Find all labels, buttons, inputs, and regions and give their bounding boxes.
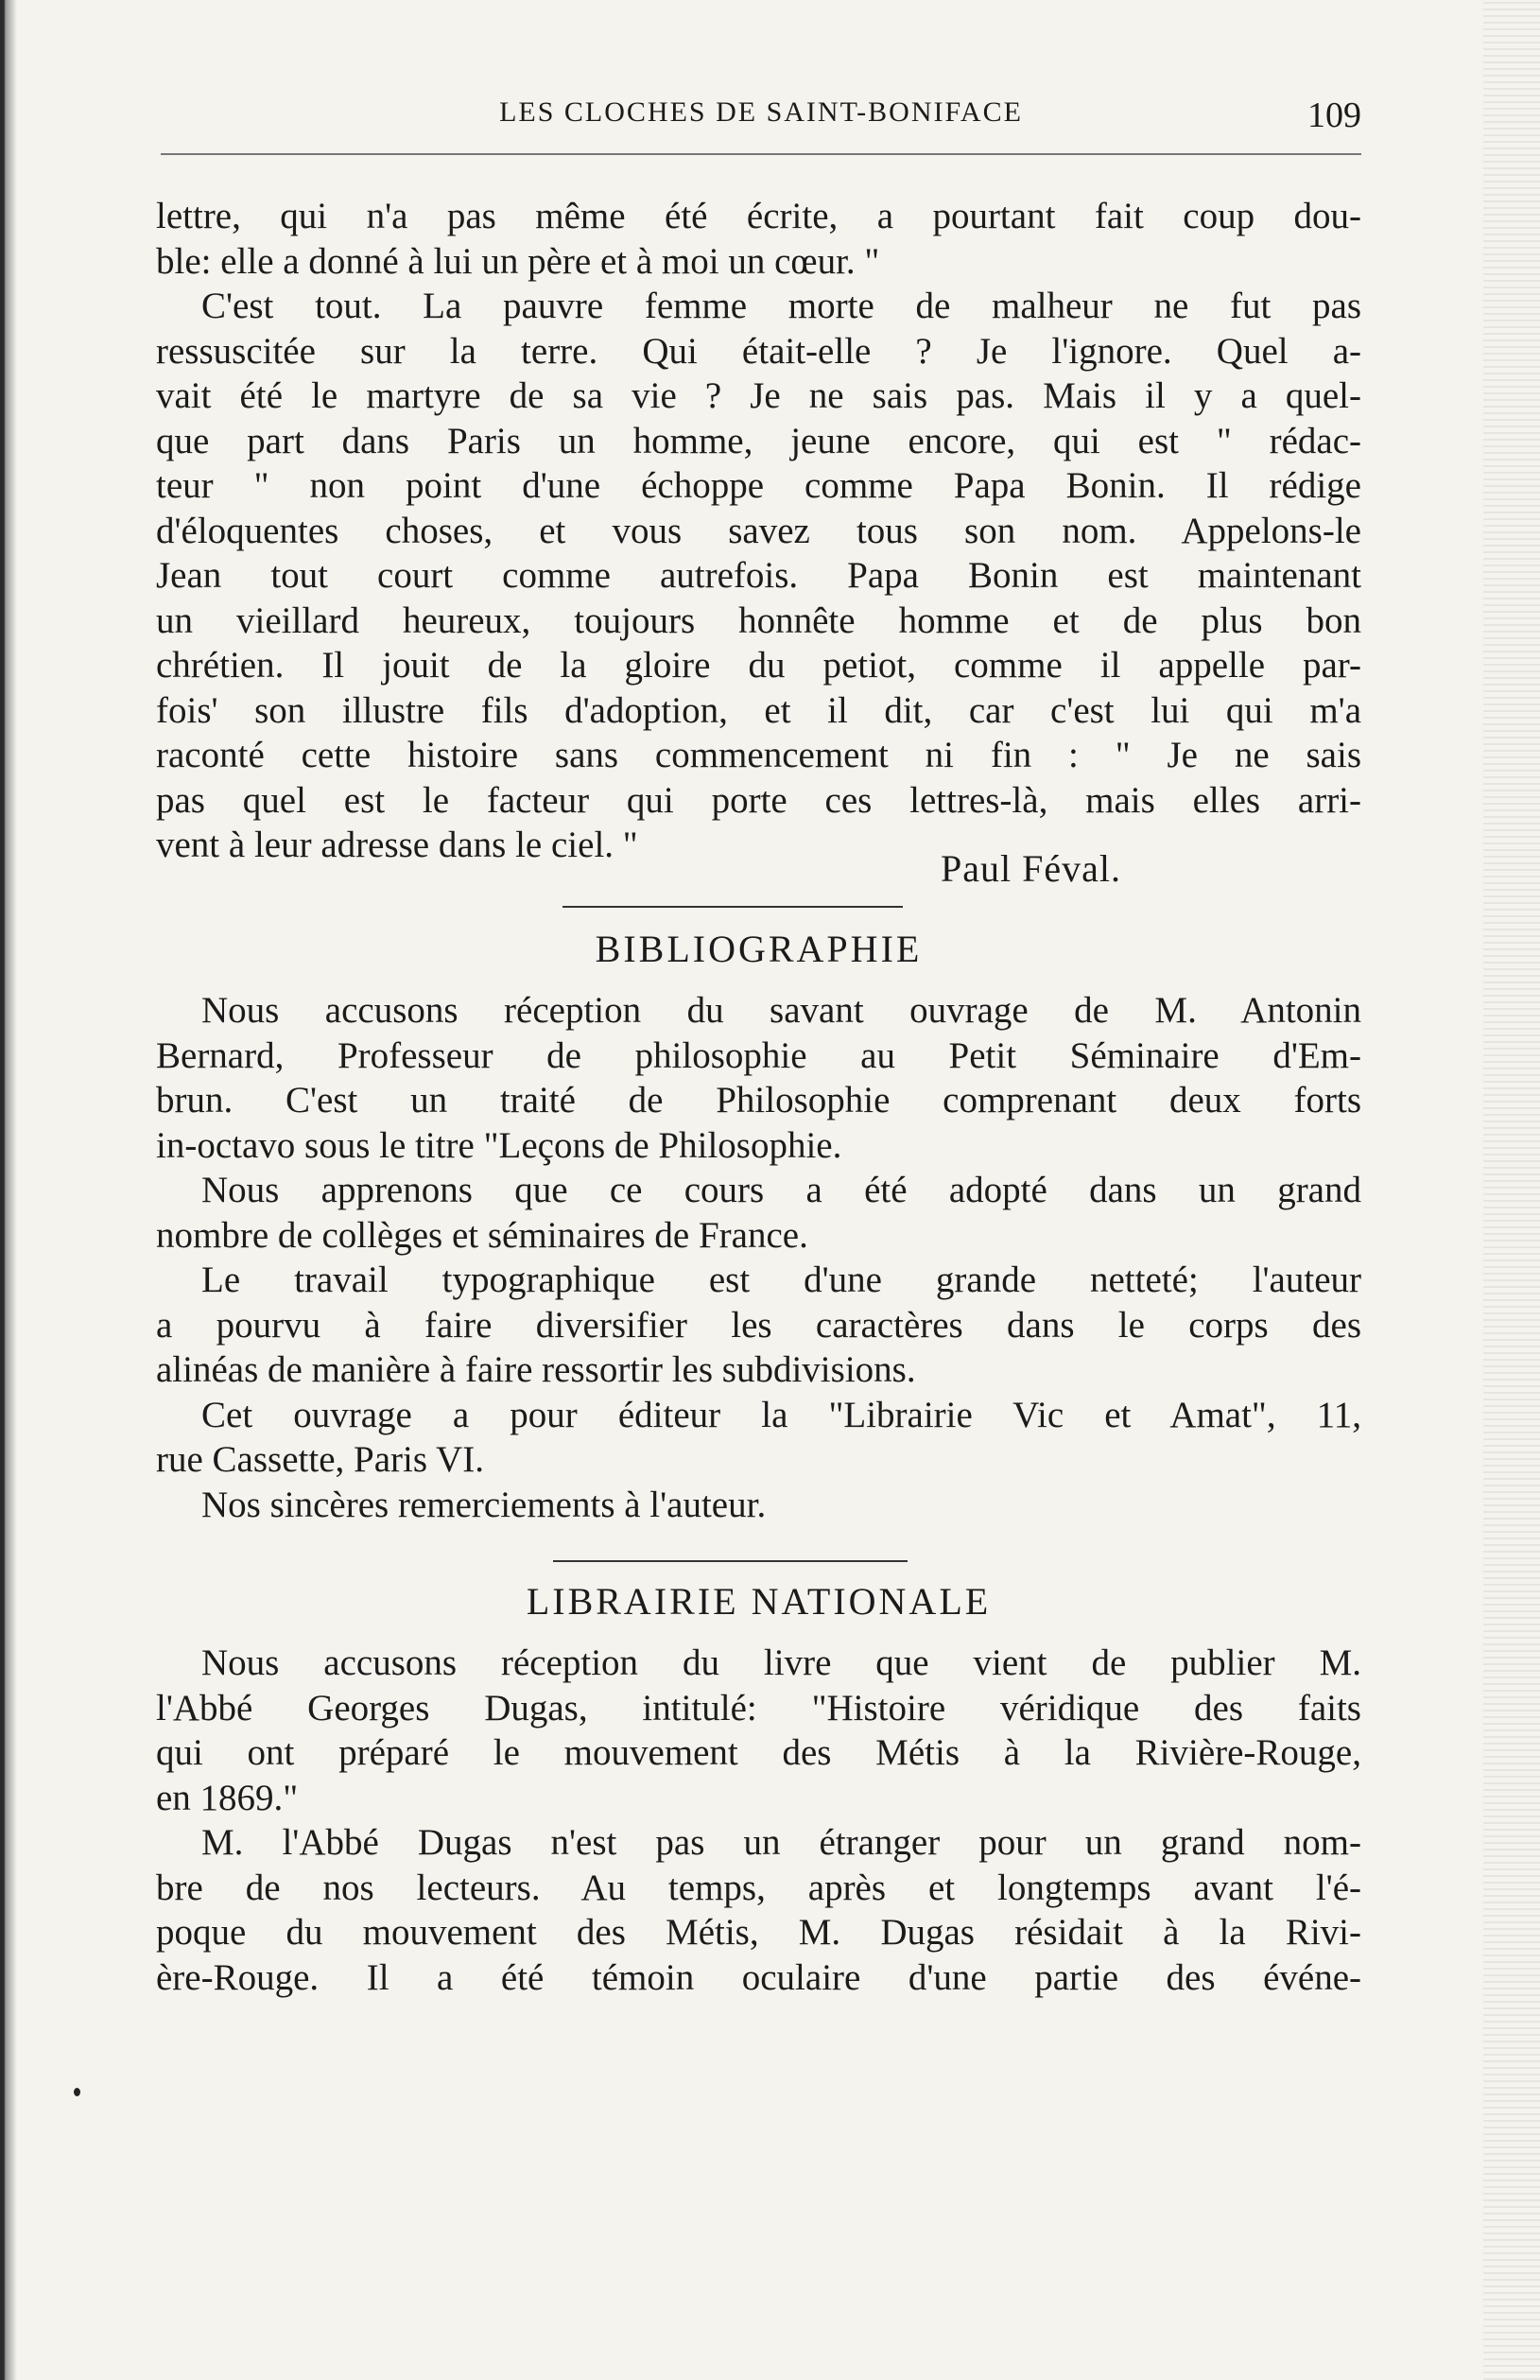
text-line: un vieillard heureux, toujours honnête homme et de plus bon	[156, 599, 1361, 641]
running-title: LES CLOCHES DE SAINT-BONIFACE	[499, 96, 1023, 128]
article-text	[156, 194, 1361, 868]
text-line: l'Abbé Georges Dugas, intitulé: "Histoire véridique des faits	[156, 1687, 1361, 1729]
text-line: Jean tout court comme autrefois. Papa Bonin est maintenant	[156, 555, 1361, 596]
text-line: teur " non point d'une échoppe comme Papa Bonin. Il rédige	[156, 465, 1361, 506]
text-line: a pourvu à faire diversifier les caractères dans le corps des	[156, 1304, 1361, 1346]
section-heading-librairie: LIBRAIRIE NATIONALE	[526, 1580, 992, 1623]
section-heading-bibliographie: BIBLIOGRAPHIE	[595, 928, 923, 970]
text-line: en 1869."	[156, 1777, 299, 1818]
librairie-text	[156, 1641, 1361, 2000]
text-line: C'est tout. La pauvre femme morte de malheur ne fut pas	[201, 286, 1361, 326]
text-line: vait été le martyre de sa vie ? Je ne sais pas. Mais il y a quel-	[156, 375, 1361, 416]
text-line: pas quel est le facteur qui porte ces lettres-là, mais elles arri-	[156, 779, 1361, 821]
page-edge-left	[0, 0, 17, 2380]
text-line: ressuscitée sur la terre. Qui était-elle ? Je l'ignore. Quel a-	[156, 330, 1361, 372]
text-line: fois' son illustre fils d'adoption, et il dit, car c'est lui qui m'a	[156, 689, 1361, 731]
text-line: Cet ouvrage a pour éditeur la "Librairie Vic et Amat", 11,	[201, 1394, 1361, 1435]
page-edge-right	[1483, 0, 1540, 2380]
text-line: Nos sincères remerciements à l'auteur.	[201, 1484, 767, 1525]
text-line: vent à leur adresse dans le ciel. "	[156, 825, 638, 865]
running-head	[161, 95, 1361, 142]
text-line: Nous accusons réception du savant ouvrage de M. Antonin	[201, 990, 1361, 1031]
text-line: rue Cassette, Paris VI.	[156, 1439, 484, 1480]
header-rule	[161, 153, 1361, 155]
ink-speck	[74, 2088, 80, 2096]
text-line: nombre de collèges et séminaires de France.	[156, 1214, 808, 1256]
page-number: 109	[1307, 96, 1361, 135]
text-line: raconté cette histoire sans commencement ni fin : " Je ne sais	[156, 735, 1361, 775]
text-line: poque du mouvement des Métis, M. Dugas résidait à la Rivi-	[156, 1912, 1361, 1953]
text-line: chrétien. Il jouit de la gloire du petiot, comme il appelle par-	[156, 645, 1361, 686]
bibliographie-text	[156, 988, 1361, 1527]
text-line: d'éloquentes choses, et vous savez tous son nom. Appelons-le	[156, 510, 1361, 551]
text-line: ère-Rouge. Il a été témoin oculaire d'une partie des événe-	[156, 1956, 1361, 1998]
text-line: Nous apprenons que ce cours a été adopté dans un grand	[201, 1170, 1361, 1210]
text-line: Le travail typographique est d'une grande netteté; l'auteur	[201, 1259, 1361, 1300]
text-line: bre de nos lecteurs. Au temps, après et longtemps avant l'é-	[156, 1867, 1361, 1908]
text-line: brun. C'est un traité de Philosophie comprenant deux forts	[156, 1080, 1361, 1121]
text-line: que part dans Paris un homme, jeune encore, qui est " rédac-	[156, 420, 1361, 461]
author-signature: Paul Féval.	[941, 847, 1121, 890]
text-line: Nous accusons réception du livre que vient de publier M.	[201, 1642, 1361, 1683]
text-line: lettre, qui n'a pas même été écrite, a pourtant fait coup dou-	[156, 196, 1361, 236]
text-line: Bernard, Professeur de philosophie au Petit Séminaire d'Em-	[156, 1034, 1361, 1076]
text-line: M. l'Abbé Dugas n'est pas un étranger pour un grand nom-	[201, 1822, 1361, 1863]
section-divider	[553, 1560, 908, 1562]
text-line: qui ont préparé le mouvement des Métis à la Rivière-Rouge,	[156, 1732, 1361, 1773]
text-line: alinéas de manière à faire ressortir les subdivisions.	[156, 1349, 916, 1390]
text-line: ble: elle a donné à lui un père et à moi un cœur. "	[156, 240, 880, 282]
text-line: in-octavo sous le titre "Leçons de Philosophie.	[156, 1124, 842, 1166]
section-divider	[562, 906, 903, 908]
